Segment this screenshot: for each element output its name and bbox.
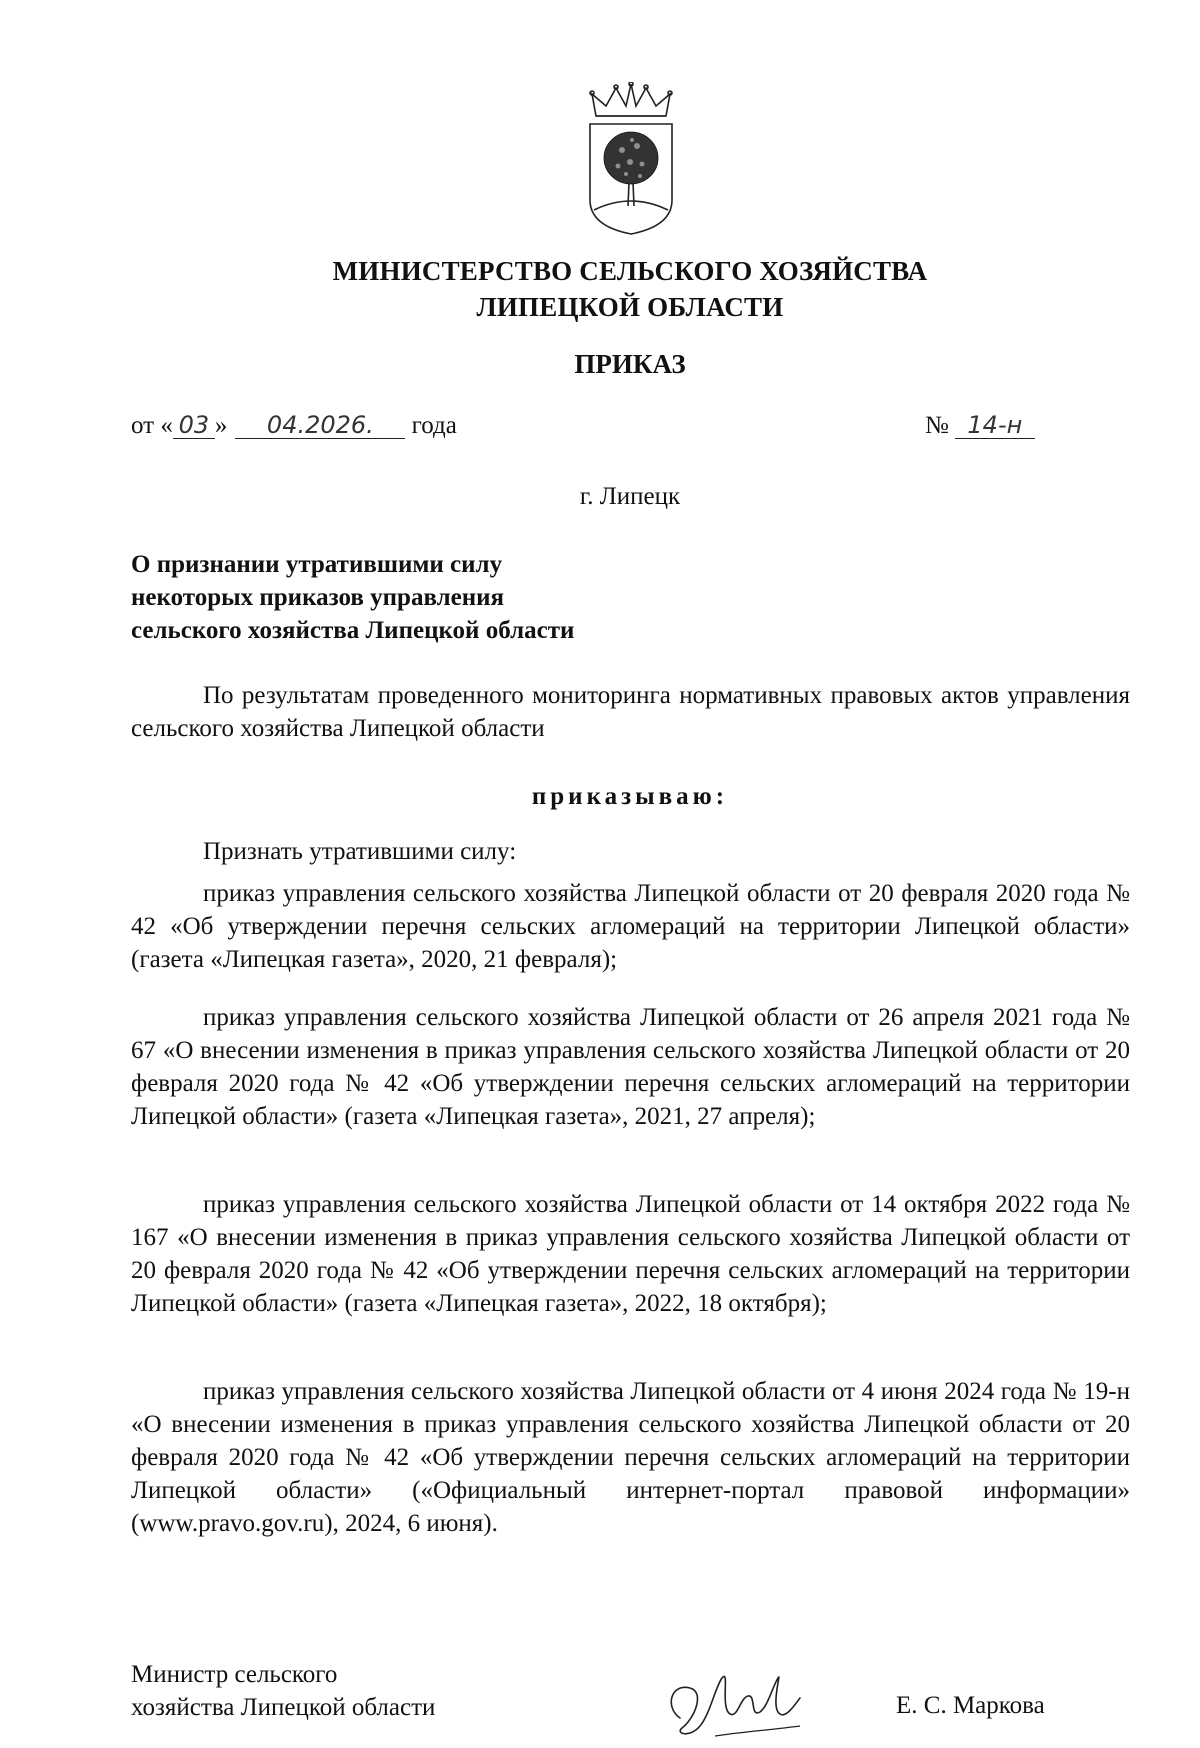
preamble-paragraph: По результатам проведенного мониторинга нормативных правовых актов управления сельского хозяйства Липецкой области [131,682,1130,742]
ministry-line-1: МИНИСТЕРСТВО СЕЛЬСКОГО ХОЗЯЙСТВА [332,256,928,286]
order-word: приказываю: [531,783,729,810]
ministry-line-2: ЛИПЕЦКОЙ ОБЛАСТИ [476,292,784,322]
subject-line-2: некоторых приказов управления [131,584,505,611]
ministry-heading [0,253,1200,325]
revoked-order-item: приказ управления сельского хозяйства Липецкой области от 14 октября 2022 года № 167 «О внесении изменения в приказ управления сельского хозяйства Липецкой области от 20 февраля 2020 года № 42 «Об утверждении перечня сельских агломераций на территории Липецкой области» (газета «Липецкая газета», 2022, 18 октября); [131,1191,1130,1317]
signatory-name: Е. С. Маркова [896,1692,1045,1719]
date-suffix: года [411,412,457,439]
revoked-order-item: приказ управления сельского хозяйства Липецкой области от 20 февраля 2020 года № 42 «Об утверждении перечня сельских агломераций на территории Липецкой области» (газета «Липецкая газета», 2020, 21 февраля); [131,880,1130,973]
coat-of-arms-icon [582,82,680,236]
order-number-line [925,412,1035,440]
city-line: г. Липецк [579,483,681,510]
subject-line-1: О признании утратившими силу [131,551,503,578]
body-intro: Признать утратившими силу: [203,838,517,865]
date-prefix: от « [131,412,173,439]
order-number-handwritten: 14-н [955,412,1035,439]
subject-line-3: сельского хозяйства Липецкой области [131,617,575,644]
date-month-year-handwritten: 04.2026. [235,412,405,439]
date-line [131,412,457,440]
date-day-handwritten: 03 [173,412,215,439]
revoked-order-item: приказ управления сельского хозяйства Липецкой области от 4 июня 2024 года № 19-н «О внесении изменения в приказ управления сельского хозяйства Липецкой области от 20 февраля 2020 года № 42 «Об утверждении перечня сельских агломераций на территории Липецкой области» («Официальный интернет-портал правовой информации» (www.pravo.gov.ru), 2024, 6 июня). [131,1378,1130,1537]
position-line-1: Министр сельского [131,1661,338,1688]
revoked-order-item: приказ управления сельского хозяйства Липецкой области от 26 апреля 2021 года № 67 «О внесении изменения в приказ управления сельского хозяйства Липецкой области от 20 февраля 2020 года № 42 «Об утверждении перечня сельских агломераций на территории Липецкой области» (газета «Липецкая газета», 2021, 27 апреля); [131,1004,1130,1130]
handwritten-signature-icon [660,1648,810,1748]
date-quote-close: » [214,412,228,439]
signatory-position [131,1658,435,1724]
number-sign: № [925,412,949,439]
document-type-title: ПРИКАЗ [574,349,686,379]
position-line-2: хозяйства Липецкой области [131,1694,436,1721]
order-subject [131,548,574,647]
